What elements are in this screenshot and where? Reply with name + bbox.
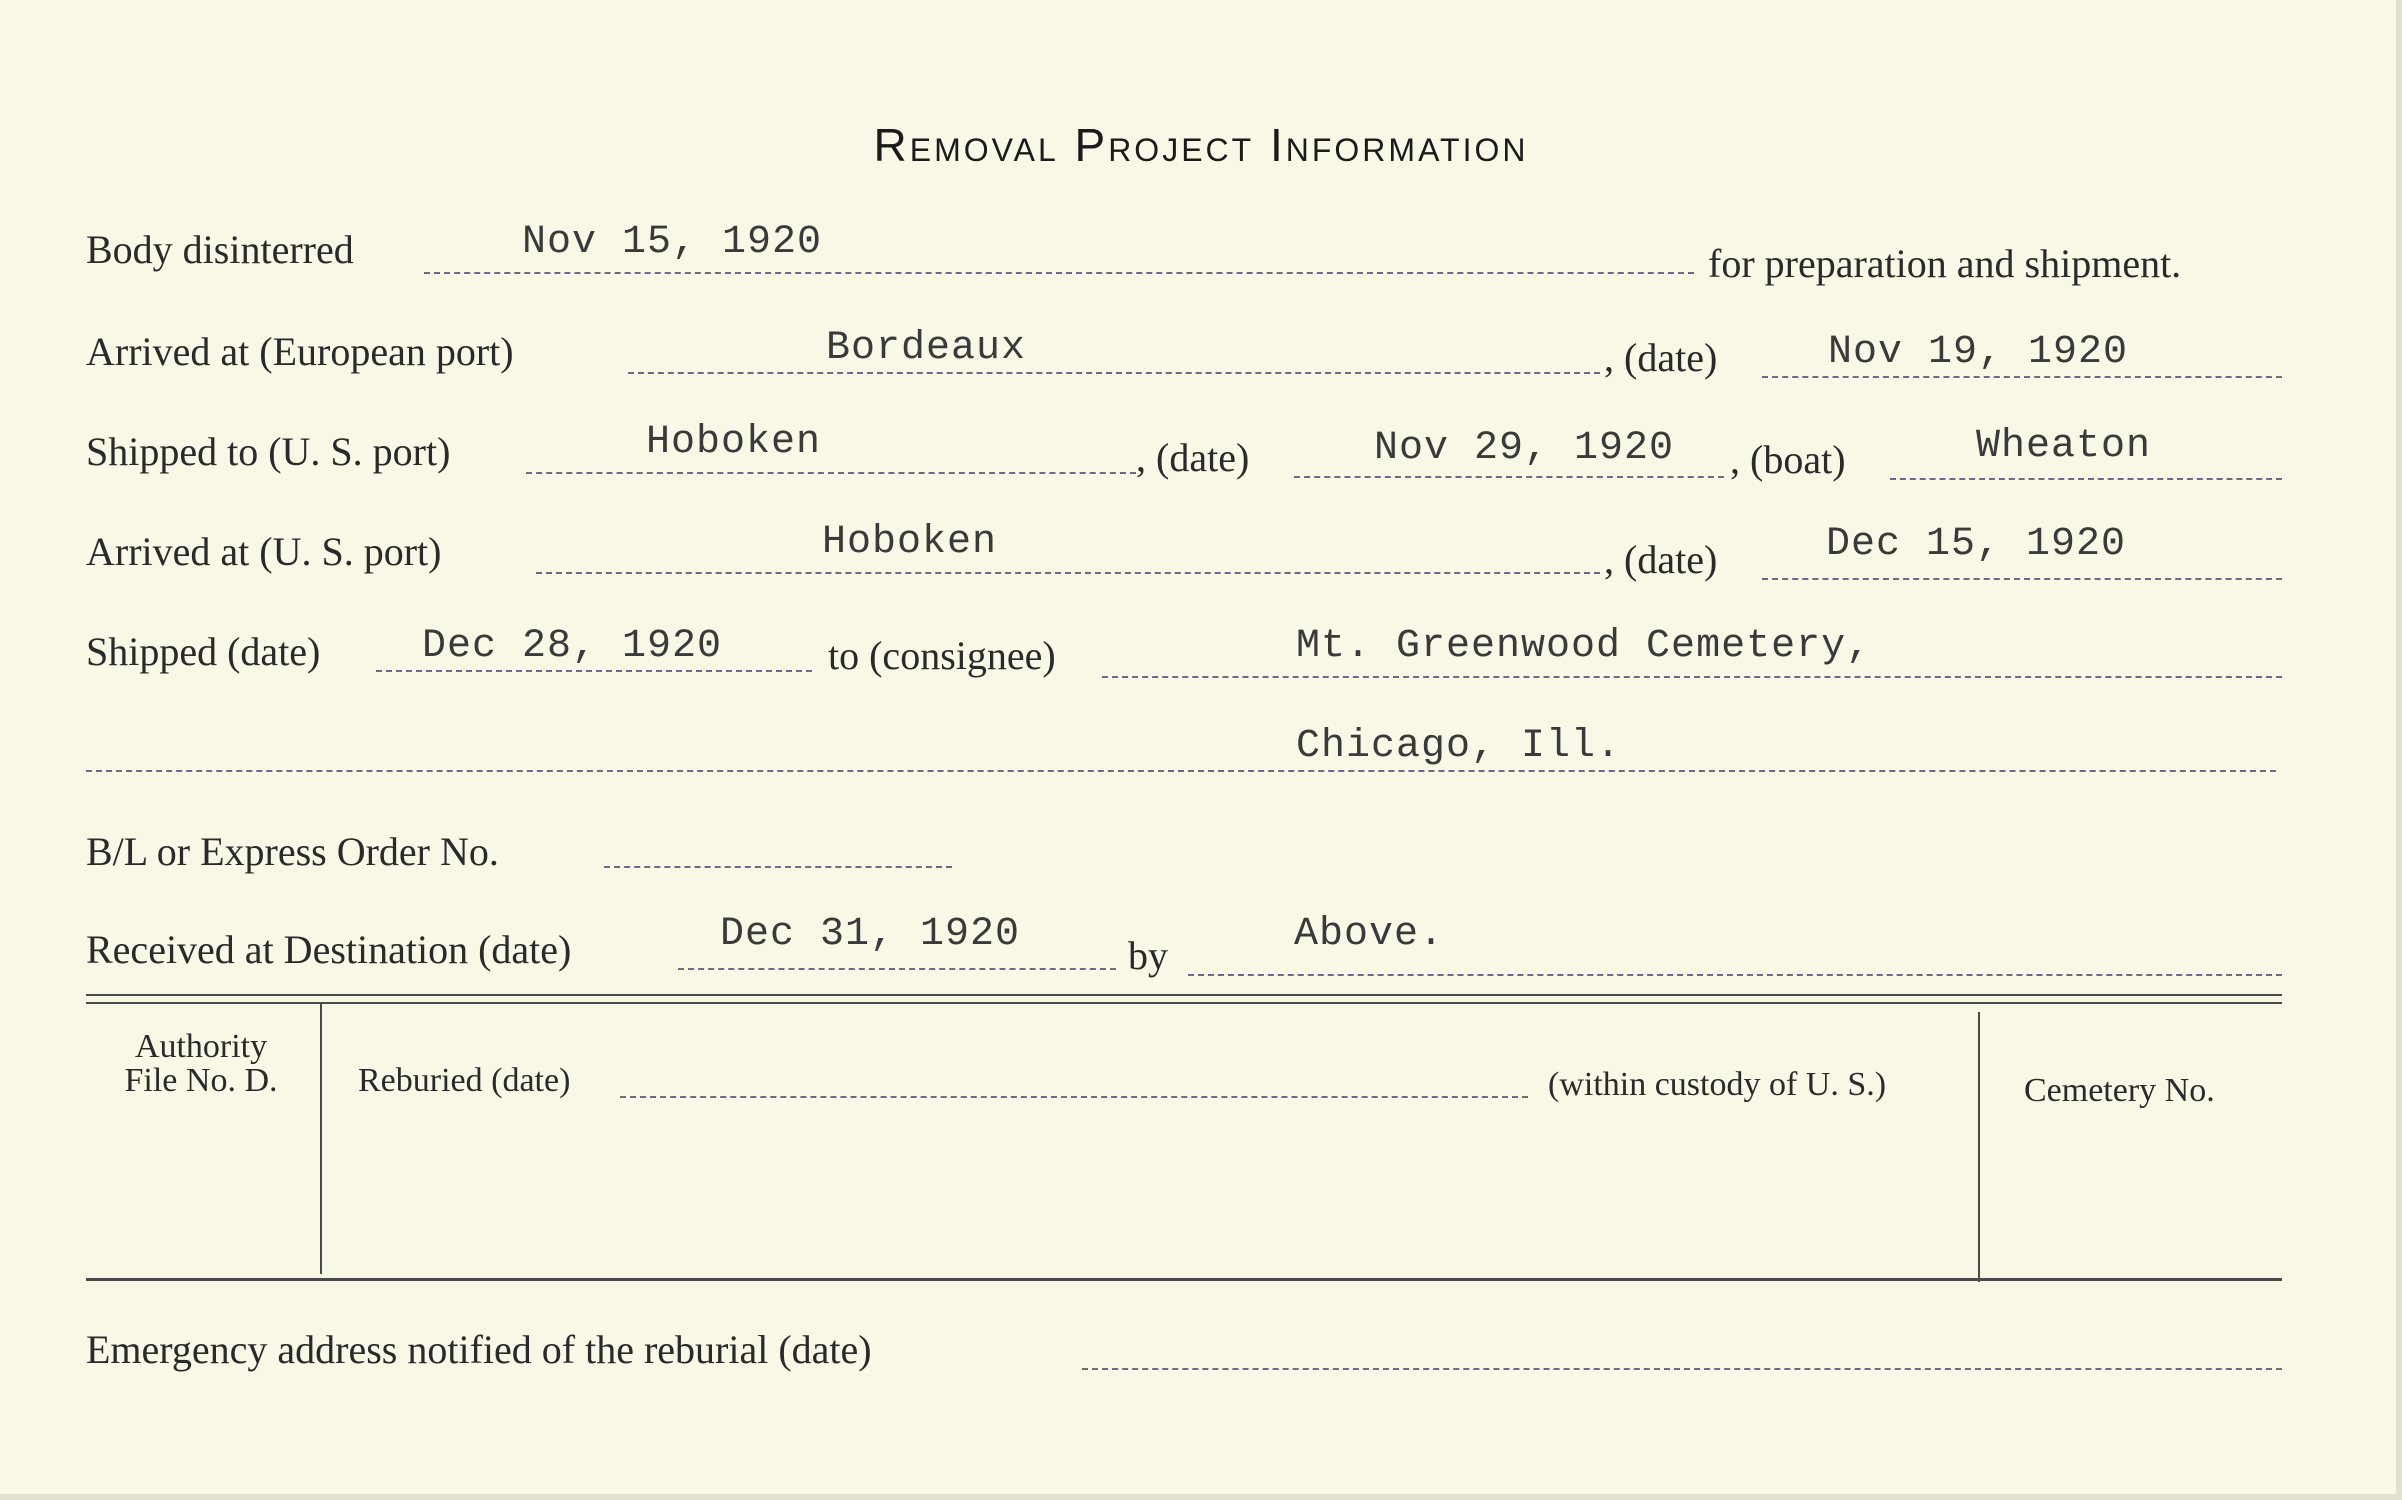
shipped-date-label: Shipped (date): [86, 629, 321, 674]
shipped-us-label: Shipped to (U. S. port): [86, 429, 451, 474]
arrived-us-label: Arrived at (U. S. port): [86, 529, 442, 574]
box-top-rule-2: [86, 1002, 2282, 1004]
disinterred-line: [424, 272, 1694, 274]
received-by-label: by: [1128, 933, 1168, 978]
emergency-line: [1082, 1368, 2282, 1370]
disinterred-date-value: Nov 15, 1920: [522, 220, 823, 265]
reburied-line: [620, 1096, 1528, 1098]
received-by-line: [1188, 974, 2282, 976]
shipped-us-boat-line: [1890, 478, 2282, 480]
reburied-label: Reburied (date): [358, 1062, 571, 1099]
box-divider-left: [320, 1004, 322, 1274]
received-label: Received at Destination (date): [86, 927, 572, 972]
authority-label-line1: Authority: [134, 1028, 268, 1065]
arrived-european-port-value: Bordeaux: [826, 326, 1027, 371]
consignee-value-line2: Chicago, Ill.: [1296, 724, 1622, 769]
shipped-us-date-line: [1294, 476, 1724, 478]
shipped-date-line: [376, 670, 812, 672]
received-by-value: Above.: [1294, 912, 1445, 957]
emergency-label: Emergency address notified of the reburial (date): [86, 1327, 872, 1372]
arrived-european-date-value: Nov 19, 1920: [1828, 330, 2129, 375]
cemetery-no-label: Cemetery No.: [2024, 1072, 2215, 1109]
box-top-rule-1: [86, 994, 2282, 996]
shipped-us-boat-label: , (boat): [1730, 437, 1846, 482]
disinterred-suffix: for preparation and shipment.: [1708, 241, 2182, 286]
arrived-us-date-value: Dec 15, 1920: [1826, 522, 2127, 567]
shipped-us-date-label: , (date): [1136, 435, 1250, 480]
consignee-continuation-line: [86, 770, 2276, 772]
box-divider-right: [1978, 1012, 1980, 1282]
custody-note: (within custody of U. S.): [1548, 1066, 1887, 1103]
shipped-us-line: [526, 472, 1136, 474]
arrived-european-date-line: [1762, 376, 2282, 378]
shipped-us-port-value: Hoboken: [646, 420, 822, 465]
authority-file-label: [86, 1030, 316, 1098]
consignee-value-line1: Mt. Greenwood Cemetery,: [1296, 624, 1872, 669]
arrived-us-port-value: Hoboken: [822, 520, 998, 565]
arrived-us-date-label: , (date): [1604, 537, 1718, 582]
consignee-line: [1102, 676, 2282, 678]
received-date-value: Dec 31, 1920: [720, 912, 1021, 957]
consignee-label: to (consignee): [828, 633, 1056, 678]
arrived-european-label: Arrived at (European port): [86, 329, 514, 374]
bl-label: B/L or Express Order No.: [86, 829, 499, 874]
shipped-us-date-value: Nov 29, 1920: [1374, 426, 1675, 471]
arrived-us-date-line: [1762, 578, 2282, 580]
bl-line: [604, 866, 952, 868]
shipped-date-value: Dec 28, 1920: [422, 624, 723, 669]
page-title: Removal Project Information: [873, 119, 1529, 171]
authority-label-line2: File No. D.: [124, 1062, 278, 1099]
box-bottom-rule: [86, 1278, 2282, 1281]
arrived-european-date-label: , (date): [1604, 335, 1718, 380]
arrived-us-line: [536, 572, 1600, 574]
received-date-line: [678, 968, 1116, 970]
arrived-european-line: [628, 372, 1600, 374]
shipped-us-boat-value: Wheaton: [1976, 424, 2152, 469]
disinterred-label: Body disinterred: [86, 227, 354, 272]
